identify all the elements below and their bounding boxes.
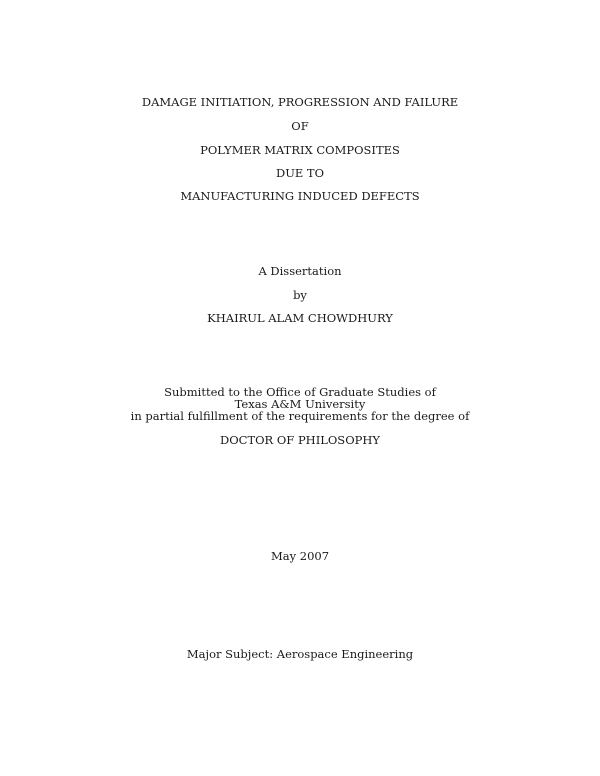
submission-line-2: Texas A&M University [234,397,366,411]
by-label: by [293,288,307,302]
title-line-1: DAMAGE INITIATION, PROGRESSION AND FAILURE [141,95,459,109]
major-subject: Major Subject: Aerospace Engineering [186,647,414,661]
submission-date: May 2007 [270,549,330,563]
author-name: KHAIRUL ALAM CHOWDHURY [207,311,393,325]
degree-name: DOCTOR OF PHILOSOPHY [220,433,380,447]
title-line-4: DUE TO [275,166,325,180]
submission-line-3: in partial fulfillment of the requirements for the degree of [130,409,470,423]
title-line-5: MANUFACTURING INDUCED DEFECTS [180,189,420,203]
submission-line-1: Submitted to the Office of Graduate Studies of [164,385,436,399]
title-line-2: OF [291,119,309,133]
dissertation-label: A Dissertation [258,264,342,278]
title-line-3: POLYMER MATRIX COMPOSITES [200,143,400,157]
